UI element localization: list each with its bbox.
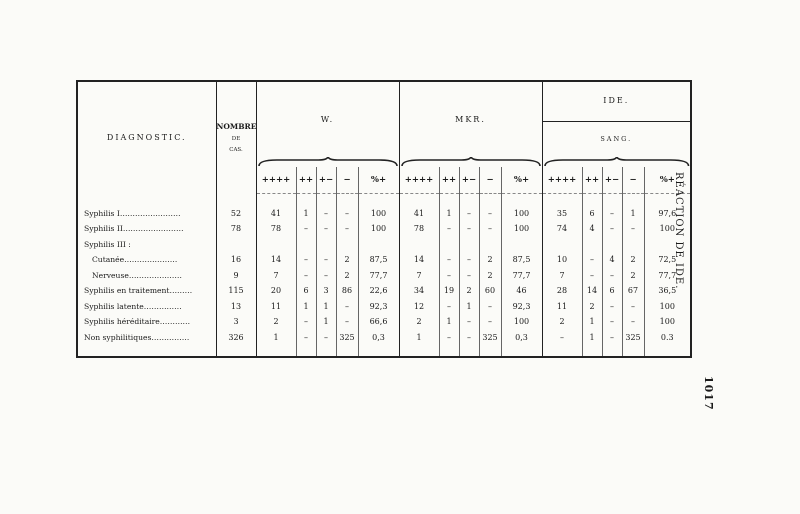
mkr-pct-value: 0,3 xyxy=(501,330,542,346)
mkr-plusminus-value: – xyxy=(459,315,479,331)
ide-pct-value: 100 xyxy=(644,299,691,315)
w-minus-value: – xyxy=(336,315,358,331)
mkr-col-minus: − xyxy=(479,167,501,194)
w-2plus-value: – xyxy=(296,268,316,284)
w-col-pct: %+ xyxy=(358,167,399,194)
mkr-minus-value: 2 xyxy=(479,268,501,284)
ide-pct-value: 97,6 xyxy=(644,206,691,222)
w-minus-value: 325 xyxy=(336,330,358,346)
table-row xyxy=(77,315,691,331)
ide-col-4plus: ++++ xyxy=(542,167,582,194)
w-2plus-value: 6 xyxy=(296,284,316,300)
table-row xyxy=(77,237,691,253)
ide-pct-value: 100 xyxy=(644,222,691,238)
results-table xyxy=(76,80,692,358)
mkr-col-pct: %+ xyxy=(501,167,542,194)
diagnostic-label: Non syphilitiques…………… xyxy=(77,330,216,346)
w-minus-value: 2 xyxy=(336,253,358,269)
ide-group-header: IDE. xyxy=(542,81,691,121)
table-row xyxy=(77,222,691,238)
mkr-4plus-value: 12 xyxy=(399,299,439,315)
mkr-minus-value: 2 xyxy=(479,253,501,269)
mkr-pct-value: 100 xyxy=(501,315,542,331)
diagnostic-label: Syphilis II…………………… xyxy=(77,222,216,238)
mkr-plusminus-value: – xyxy=(459,206,479,222)
ide-plusminus-value: – xyxy=(602,268,622,284)
ide-minus-value xyxy=(622,237,644,253)
spacer-row xyxy=(77,194,691,207)
cas-count: 78 xyxy=(216,222,256,238)
page-number: 1017 xyxy=(702,376,715,411)
mkr-2plus-value xyxy=(439,237,459,253)
running-title: RÉACTION DE IDE. xyxy=(673,172,684,290)
w-plusminus-value: – xyxy=(316,330,336,346)
ide-2plus-value: 1 xyxy=(582,315,602,331)
sang-subheader: SANG. xyxy=(542,121,691,157)
mkr-plusminus-value: – xyxy=(459,253,479,269)
w-minus-value: – xyxy=(336,222,358,238)
ide-2plus-value: – xyxy=(582,268,602,284)
ide-plusminus-value: – xyxy=(602,299,622,315)
ide-2plus-value: – xyxy=(582,253,602,269)
mkr-plusminus-value: – xyxy=(459,268,479,284)
w-plusminus-value: – xyxy=(316,253,336,269)
ide-2plus-value: 4 xyxy=(582,222,602,238)
diagnostic-label: Syphilis III : xyxy=(77,237,216,253)
w-4plus-value: 7 xyxy=(256,268,296,284)
w-4plus-value: 14 xyxy=(256,253,296,269)
results-table-body xyxy=(77,194,691,357)
w-4plus-value: 11 xyxy=(256,299,296,315)
diagnostic-label: Cutanée………………… xyxy=(77,253,216,269)
ide-4plus-value: – xyxy=(542,330,582,346)
mkr-4plus-value: 1 xyxy=(399,330,439,346)
w-pct-value: 0,3 xyxy=(358,330,399,346)
cas-count: 52 xyxy=(216,206,256,222)
w-minus-value: – xyxy=(336,299,358,315)
diagnostic-header: DIAGNOSTIC. xyxy=(77,81,216,194)
w-2plus-value xyxy=(296,237,316,253)
w-plusminus-value: – xyxy=(316,268,336,284)
w-4plus-value: 20 xyxy=(256,284,296,300)
w-2plus-value: 1 xyxy=(296,206,316,222)
ide-plusminus-value: 4 xyxy=(602,253,622,269)
w-pct-value xyxy=(358,237,399,253)
mkr-plusminus-value: – xyxy=(459,222,479,238)
w-2plus-value: – xyxy=(296,253,316,269)
w-group-header: W. xyxy=(256,81,399,157)
ide-pct-value: 77,7 xyxy=(644,268,691,284)
mkr-plusminus-value: 2 xyxy=(459,284,479,300)
mkr-group-header: MKR. xyxy=(399,81,542,157)
ide-minus-value: – xyxy=(622,222,644,238)
table-row xyxy=(77,253,691,269)
cas-count: 3 xyxy=(216,315,256,331)
w-plusminus-value xyxy=(316,237,336,253)
w-plusminus-value: 1 xyxy=(316,299,336,315)
ide-brace xyxy=(542,157,691,167)
ide-col-plusminus: +− xyxy=(602,167,622,194)
ide-2plus-value: 2 xyxy=(582,299,602,315)
w-minus-value xyxy=(336,237,358,253)
ide-4plus-value: 35 xyxy=(542,206,582,222)
ide-minus-value: 2 xyxy=(622,268,644,284)
ide-plusminus-value: – xyxy=(602,315,622,331)
ide-col-pct: %+ xyxy=(644,167,691,194)
w-4plus-value: 1 xyxy=(256,330,296,346)
mkr-2plus-value: 1 xyxy=(439,206,459,222)
mkr-4plus-value: 14 xyxy=(399,253,439,269)
w-brace xyxy=(256,157,399,167)
w-col-minus: − xyxy=(336,167,358,194)
mkr-minus-value: – xyxy=(479,299,501,315)
ide-col-minus: − xyxy=(622,167,644,194)
mkr-4plus-value: 41 xyxy=(399,206,439,222)
w-pct-value: 66,6 xyxy=(358,315,399,331)
ide-minus-value: – xyxy=(622,299,644,315)
ide-4plus-value: 28 xyxy=(542,284,582,300)
mkr-minus-value: – xyxy=(479,206,501,222)
ide-4plus-value: 2 xyxy=(542,315,582,331)
mkr-brace xyxy=(399,157,542,167)
mkr-2plus-value: 1 xyxy=(439,315,459,331)
ide-minus-value: 1 xyxy=(622,206,644,222)
table-row xyxy=(77,284,691,300)
diagnostic-label: Syphilis en traitement……… xyxy=(77,284,216,300)
table-row xyxy=(77,268,691,284)
diagnostic-label: Syphilis héréditaire………… xyxy=(77,315,216,331)
ide-4plus-value: 10 xyxy=(542,253,582,269)
ide-plusminus-value: – xyxy=(602,222,622,238)
ide-4plus-value xyxy=(542,237,582,253)
w-pct-value: 87,5 xyxy=(358,253,399,269)
mkr-pct-value: 100 xyxy=(501,206,542,222)
diagnostic-label: Syphilis latente…………… xyxy=(77,299,216,315)
cas-count: 115 xyxy=(216,284,256,300)
w-4plus-value: 41 xyxy=(256,206,296,222)
ide-minus-value: 2 xyxy=(622,253,644,269)
diagnostic-label: Syphilis I…………………… xyxy=(77,206,216,222)
w-4plus-value xyxy=(256,237,296,253)
cas-count xyxy=(216,237,256,253)
mkr-2plus-value: – xyxy=(439,299,459,315)
ide-minus-value: – xyxy=(622,315,644,331)
ide-minus-value: 67 xyxy=(622,284,644,300)
mkr-minus-value: 60 xyxy=(479,284,501,300)
mkr-2plus-value: – xyxy=(439,253,459,269)
ide-2plus-value: 14 xyxy=(582,284,602,300)
w-pct-value: 22,6 xyxy=(358,284,399,300)
mkr-plusminus-value: – xyxy=(459,330,479,346)
w-pct-value: 92,3 xyxy=(358,299,399,315)
ide-pct-value: 0.3 xyxy=(644,330,691,346)
mkr-minus-value: – xyxy=(479,222,501,238)
w-pct-value: 100 xyxy=(358,206,399,222)
mkr-4plus-value xyxy=(399,237,439,253)
mkr-pct-value: 87,5 xyxy=(501,253,542,269)
w-4plus-value: 78 xyxy=(256,222,296,238)
mkr-2plus-value: – xyxy=(439,330,459,346)
w-2plus-value: – xyxy=(296,315,316,331)
mkr-col-2plus: ++ xyxy=(439,167,459,194)
w-minus-value: 86 xyxy=(336,284,358,300)
mkr-minus-value xyxy=(479,237,501,253)
mkr-minus-value: – xyxy=(479,315,501,331)
ide-minus-value: 325 xyxy=(622,330,644,346)
ide-2plus-value: 6 xyxy=(582,206,602,222)
w-col-2plus: ++ xyxy=(296,167,316,194)
cas-count: 13 xyxy=(216,299,256,315)
w-pct-value: 100 xyxy=(358,222,399,238)
w-plusminus-value: 1 xyxy=(316,315,336,331)
mkr-minus-value: 325 xyxy=(479,330,501,346)
w-minus-value: – xyxy=(336,206,358,222)
mkr-pct-value: 46 xyxy=(501,284,542,300)
ide-pct-value: 72,5 xyxy=(644,253,691,269)
ide-plusminus-value: 6 xyxy=(602,284,622,300)
w-4plus-value: 2 xyxy=(256,315,296,331)
w-2plus-value: – xyxy=(296,330,316,346)
ide-pct-value: 36,5 xyxy=(644,284,691,300)
nombre-de-cas-header: NOMBRE DE CAS. xyxy=(216,81,256,194)
mkr-col-plusminus: +− xyxy=(459,167,479,194)
mkr-4plus-value: 2 xyxy=(399,315,439,331)
w-pct-value: 77,7 xyxy=(358,268,399,284)
ide-pct-value: 100 xyxy=(644,315,691,331)
w-plusminus-value: – xyxy=(316,206,336,222)
table-bottom-row xyxy=(77,346,691,357)
cas-count: 326 xyxy=(216,330,256,346)
cas-count: 16 xyxy=(216,253,256,269)
ide-2plus-value xyxy=(582,237,602,253)
table-row xyxy=(77,206,691,222)
mkr-4plus-value: 78 xyxy=(399,222,439,238)
ide-4plus-value: 74 xyxy=(542,222,582,238)
mkr-pct-value xyxy=(501,237,542,253)
mkr-2plus-value: – xyxy=(439,268,459,284)
w-col-4plus: ++++ xyxy=(256,167,296,194)
mkr-plusminus-value: 1 xyxy=(459,299,479,315)
mkr-col-4plus: ++++ xyxy=(399,167,439,194)
diagnostic-label: Nerveuse………………… xyxy=(77,268,216,284)
w-plusminus-value: – xyxy=(316,222,336,238)
ide-2plus-value: 1 xyxy=(582,330,602,346)
w-2plus-value: – xyxy=(296,222,316,238)
w-plusminus-value: 3 xyxy=(316,284,336,300)
ide-4plus-value: 7 xyxy=(542,268,582,284)
mkr-pct-value: 100 xyxy=(501,222,542,238)
table-row xyxy=(77,330,691,346)
mkr-4plus-value: 7 xyxy=(399,268,439,284)
mkr-pct-value: 92,3 xyxy=(501,299,542,315)
ide-4plus-value: 11 xyxy=(542,299,582,315)
mkr-2plus-value: 19 xyxy=(439,284,459,300)
ide-plusminus-value: – xyxy=(602,330,622,346)
ide-plusminus-value xyxy=(602,237,622,253)
ide-col-2plus: ++ xyxy=(582,167,602,194)
cas-count: 9 xyxy=(216,268,256,284)
w-2plus-value: 1 xyxy=(296,299,316,315)
mkr-2plus-value: – xyxy=(439,222,459,238)
mkr-plusminus-value xyxy=(459,237,479,253)
w-minus-value: 2 xyxy=(336,268,358,284)
mkr-4plus-value: 34 xyxy=(399,284,439,300)
mkr-pct-value: 77,7 xyxy=(501,268,542,284)
w-col-plusminus: +− xyxy=(316,167,336,194)
ide-plusminus-value: – xyxy=(602,206,622,222)
table-row xyxy=(77,299,691,315)
